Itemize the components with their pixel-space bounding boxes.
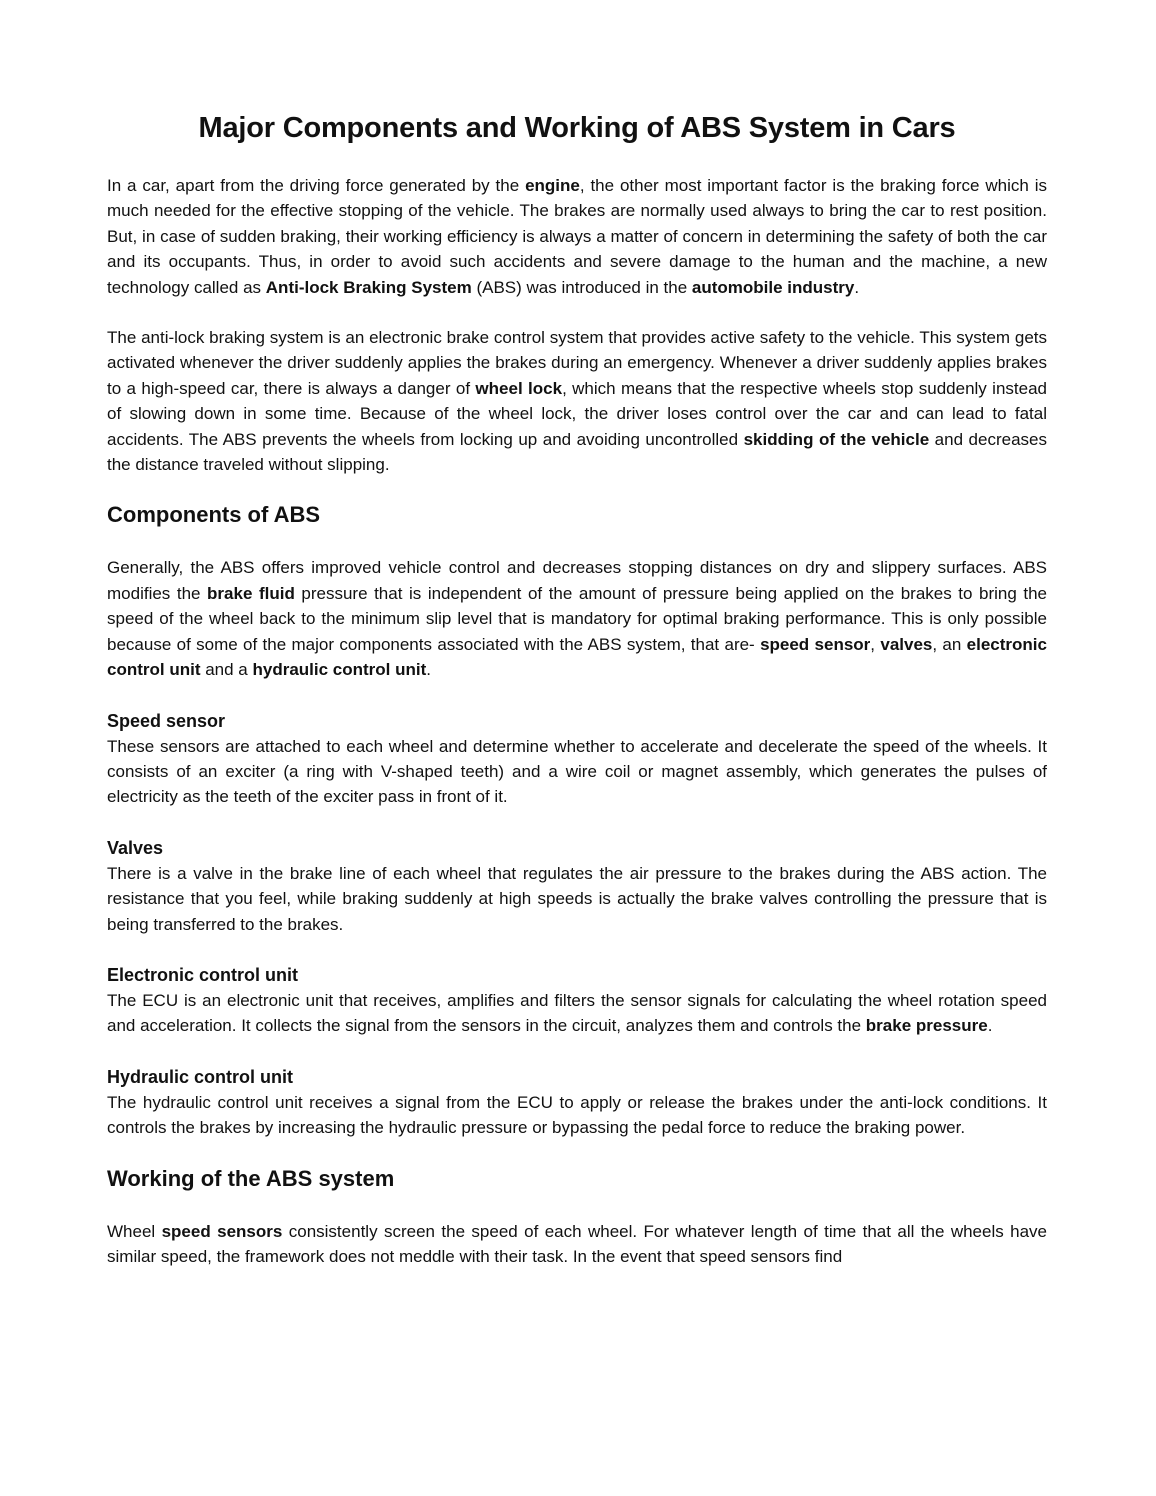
text-run: and a — [200, 660, 253, 680]
bold-term-ecu: electronic control unit — [107, 634, 1047, 680]
components-paragraph — [107, 555, 1047, 682]
text-run: . — [426, 660, 432, 680]
text-run: pressure that is independent of the amount of pressure being applied on the brakes to bring the speed of the wheel back to the minimum slip level that is mandatory for optimal braking performance. This is only possible because of some of the major components associated with the ABS system, that are- — [107, 583, 1047, 654]
bold-term-wheel-lock: wheel lock — [475, 378, 563, 398]
text-run: (ABS) was introduced in the — [471, 277, 692, 297]
text-run: , the other most important factor is the braking force which is much needed for the effective stopping of the vehicle. The brakes are normally used always to bring the car to rest position. But, in case of sudden braking, their working efficiency is always a matter of concern in determining the safety of both the car and its occupants. Thus, in order to avoid such accidents and severe damage to the human and the machine, a new technology called as — [107, 176, 1047, 297]
speed-sensor-text: These sensors are attached to each wheel and determine whether to accelerate and decelerate the speed of the wheels. It consists of an exciter (a ring with V-shaped teeth) and a wire coil or magnet assembly, which generates the pulses of electricity as the teeth of the exciter pass in front of it. — [107, 736, 1047, 807]
working-paragraph — [107, 1219, 1047, 1270]
text-run: Generally, the ABS offers improved vehicle control and decreases stopping distances on dry and slippery surfaces. ABS modifies the — [107, 558, 1047, 603]
document-page — [107, 112, 1047, 1269]
intro-paragraph-2 — [107, 325, 1047, 477]
text-run: , — [870, 634, 881, 654]
section-heading-working: Working of the ABS system — [107, 1165, 395, 1191]
bold-term-abs: Anti-lock Braking System — [265, 277, 472, 297]
valves-text: There is a valve in the brake line of each wheel that regulates the air pressure to the brakes during the ABS action. The resistance that you feel, while braking suddenly at high speeds is actually the brake valves controlling the pressure that is being transferred to the brakes. — [107, 863, 1047, 934]
subsection-speed-sensor — [107, 708, 1047, 810]
bold-term-speed-sensor: speed sensor — [760, 634, 871, 654]
subheading-hcu: Hydraulic control unit — [107, 1066, 294, 1087]
text-run: and decreases the distance traveled without slipping. — [107, 429, 1047, 475]
bold-term-skidding: skidding of the vehicle — [743, 429, 930, 449]
text-run: , which means that the respective wheels stop suddenly instead of slowing down in some time. Because of the wheel lock, the driver loses control over the car and can lead to fatal accidents. The ABS prevents the wheels from locking up and avoiding uncontrolled — [107, 378, 1047, 449]
bold-term-automobile-industry: automobile industry — [691, 277, 855, 297]
subheading-valves: Valves — [107, 837, 164, 858]
text-run: consistently screen the speed of each wheel. For whatever length of time that all the wheels have similar speed, the framework does not meddle with their task. In the event that speed sensors find — [107, 1221, 1048, 1266]
text-run: , an — [932, 634, 967, 654]
bold-term-brake-fluid: brake fluid — [207, 583, 295, 603]
bold-term-speed-sensors: speed sensors — [161, 1221, 283, 1241]
text-run: In a car, apart from the driving force generated by the — [107, 176, 526, 195]
bold-term-valves: valves — [880, 634, 933, 654]
text-run: The anti-lock braking system is an electronic brake control system that provides active safety to the vehicle. This system gets activated whenever the driver suddenly applies the brakes during an emergency. Whenever a driver suddenly applies brakes to a high-speed car, there is always a danger of — [107, 328, 1047, 398]
bold-term-hcu: hydraulic control unit — [252, 660, 427, 680]
hcu-text: The hydraulic control unit receives a signal from the ECU to apply or release the brakes under the anti-lock conditions. It controls the brakes by increasing the hydraulic pressure or bypassing the pedal force to reduce the braking power. — [107, 1092, 1047, 1138]
subheading-ecu: Electronic control unit — [107, 964, 299, 985]
text-run: . — [854, 277, 860, 297]
text-run: Wheel — [107, 1221, 162, 1241]
page-title: Major Components and Working of ABS System in Cars — [198, 112, 956, 144]
section-heading-components: Components of ABS — [107, 502, 321, 528]
subheading-speed-sensor: Speed sensor — [107, 710, 226, 731]
subsection-hcu — [107, 1064, 1047, 1141]
text-run: The ECU is an electronic unit that receives, amplifies and filters the sensor signals for calculating the wheel rotation speed and acceleration. It collects the signal from the sensors in the circuit, analyzes them and controls the — [107, 990, 1047, 1036]
bold-term-engine: engine — [525, 176, 580, 195]
ecu-text — [107, 988, 1047, 1039]
text-run: . — [987, 1016, 993, 1036]
bold-term-brake-pressure: brake pressure — [865, 1016, 988, 1036]
intro-paragraph-1 — [107, 173, 1047, 300]
subsection-valves — [107, 835, 1047, 937]
subsection-ecu — [107, 962, 1047, 1039]
